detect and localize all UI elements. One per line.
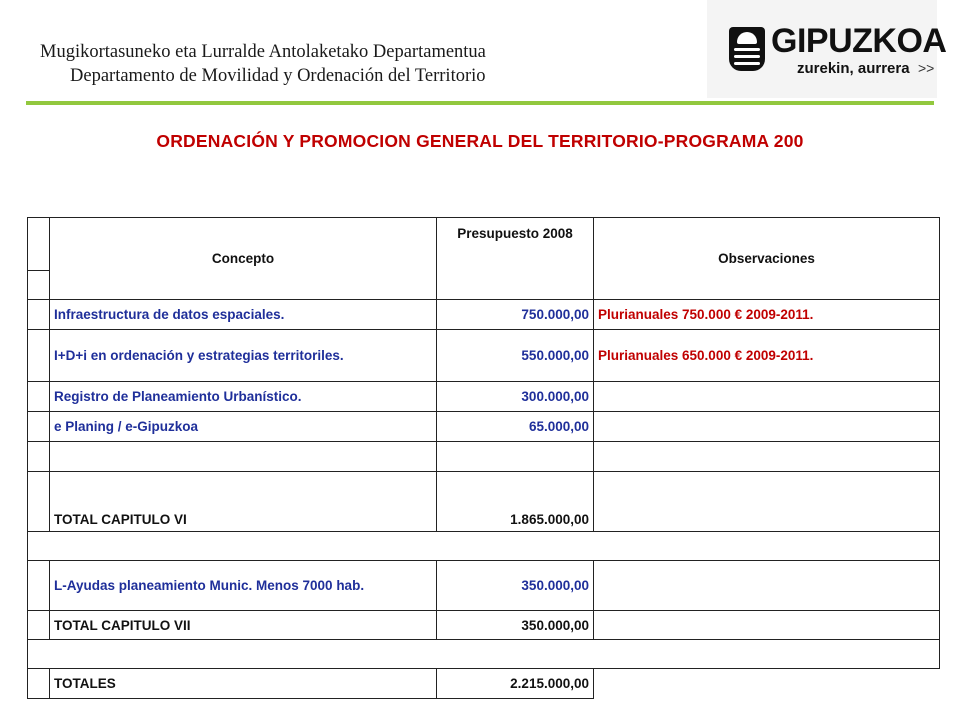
concepto-cell: I+D+i en ordenación y estrategias territoriles.: [50, 330, 437, 382]
spacer-row: [28, 532, 940, 561]
table-row: [28, 412, 940, 442]
empty-cell: [28, 300, 50, 330]
empty-cell: [594, 442, 940, 472]
header-presupuesto: Presupuesto 2008: [437, 218, 594, 300]
empty-cell: [594, 472, 940, 532]
presupuesto-cell: 550.000,00: [437, 330, 594, 382]
presupuesto-cell: 750.000,00: [437, 300, 594, 330]
header-observaciones: Observaciones: [594, 218, 940, 300]
table-row: [28, 300, 940, 330]
header-divider: [26, 101, 934, 105]
concepto-cell: Infraestructura de datos espaciales.: [50, 300, 437, 330]
empty-cell: [28, 640, 940, 669]
total-value: 1.865.000,00: [437, 472, 594, 532]
empty-cell: [28, 532, 940, 561]
observaciones-cell: Plurianuales 750.000 € 2009-2011.: [594, 300, 940, 330]
department-name-spanish: Departamento de Movilidad y Ordenación del Territorio: [70, 66, 486, 86]
total-label: TOTAL CAPITULO VI: [50, 472, 437, 532]
presupuesto-cell: 300.000,00: [437, 382, 594, 412]
total-label: TOTAL CAPITULO VII: [50, 611, 437, 640]
empty-cell: [28, 472, 50, 532]
empty-cell: [28, 382, 50, 412]
totales-label: TOTALES: [50, 669, 437, 699]
shield-icon: [729, 27, 765, 71]
concepto-cell: e Planing / e-Gipuzkoa: [50, 412, 437, 442]
table-row: [28, 442, 940, 472]
presupuesto-cell: 65.000,00: [437, 412, 594, 442]
department-name-basque: Mugikortasuneko eta Lurralde Antolaketako Departamentua: [40, 42, 486, 62]
total-value: 350.000,00: [437, 611, 594, 640]
logo-tagline: zurekin, aurrera: [797, 60, 910, 77]
empty-cell: [28, 442, 50, 472]
table-row: [28, 382, 940, 412]
logo-name: GIPUZKOA: [771, 22, 947, 60]
double-chevron-right-icon: >>: [918, 60, 935, 76]
table-row: [28, 330, 940, 382]
observaciones-cell: [594, 382, 940, 412]
budget-table: [27, 217, 940, 699]
empty-cell: [28, 561, 50, 611]
empty-cell: [594, 669, 940, 699]
concepto-cell: L-Ayudas planeamiento Munic. Menos 7000 hab.: [50, 561, 437, 611]
department-header: [40, 40, 486, 88]
total-capitulo-vii-row: [28, 611, 940, 640]
totales-value: 2.215.000,00: [437, 669, 594, 699]
presupuesto-cell: 350.000,00: [437, 561, 594, 611]
header-concepto: Concepto: [50, 218, 437, 300]
empty-cell: [28, 412, 50, 442]
observaciones-cell: [594, 412, 940, 442]
page-title: ORDENACIÓN Y PROMOCION GENERAL DEL TERRITORIO-PROGRAMA 200: [156, 131, 804, 151]
empty-cell: [28, 271, 50, 300]
table-row: [28, 561, 940, 611]
empty-cell: [50, 442, 437, 472]
empty-cell: [28, 330, 50, 382]
empty-cell: [594, 611, 940, 640]
total-capitulo-vi-row: [28, 472, 940, 532]
spacer-row: [28, 640, 940, 669]
empty-cell: [28, 611, 50, 640]
empty-cell: [437, 442, 594, 472]
gipuzkoa-logo: [707, 0, 947, 98]
empty-cell: [28, 218, 50, 271]
totales-row: [28, 669, 940, 699]
empty-cell: [28, 669, 50, 699]
observaciones-cell: Plurianuales 650.000 € 2009-2011.: [594, 330, 940, 382]
concepto-cell: Registro de Planeamiento Urbanístico.: [50, 382, 437, 412]
empty-cell: [594, 561, 940, 611]
